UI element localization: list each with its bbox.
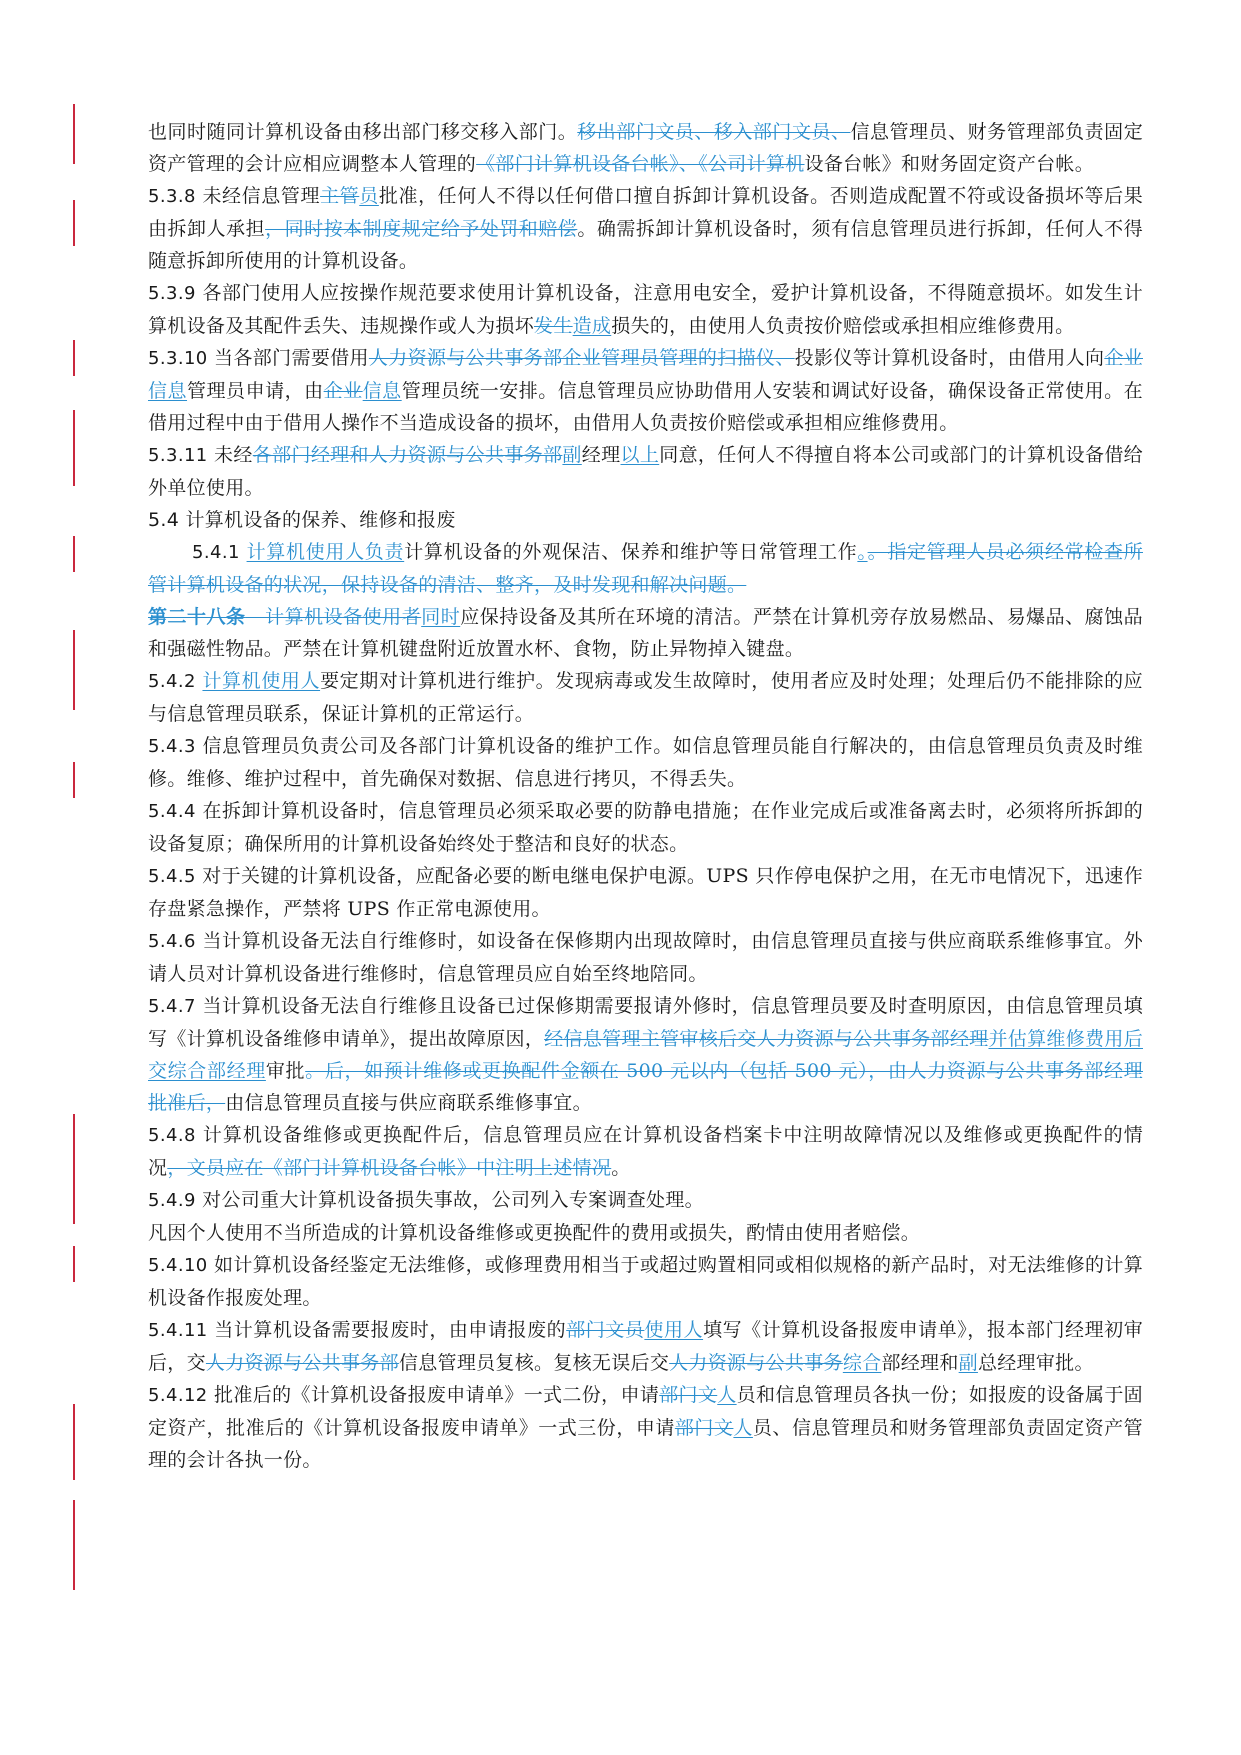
text-run: 部经理和 [881, 1352, 959, 1374]
deleted-text: 经信息管理主管审核后交人力资源与公共事务部经理 [544, 1028, 989, 1050]
text-run: 未经 [207, 444, 253, 466]
inserted-text: 造成 [572, 315, 612, 337]
paragraph [148, 1184, 1143, 1217]
revision-bar [73, 410, 75, 486]
clause-number: 5.3.9 [148, 283, 196, 304]
text-run: 信息管理员负责公司及各部门计算机设备的维护工作。如信息管理员能自行解决的，由信息管理员负责及时维修。维修、维护过程中，首先确保对数据、信息进行拷贝，不得丢失。 [148, 735, 1143, 790]
paragraph [148, 1249, 1143, 1314]
text-run: 也同时随同计算机设备由移出部门移交移入部门。 [148, 121, 578, 143]
paragraph [148, 1217, 1143, 1249]
revision-bar [73, 200, 75, 246]
text-run: 。确需拆卸计算机设备时，须有信息管理员进行拆卸，任何人不得随意拆卸所使用的计算机设备。 [148, 218, 1143, 272]
text-run: 如计算机设备经鉴定无法维修，或修理费用相当于或超过购置相同或相似规格的新产品时，对无法维修的计算机设备作报废处理。 [148, 1254, 1143, 1309]
text-run: 当各部门需要借用 [207, 347, 369, 369]
section-heading [148, 504, 1143, 536]
inserted-text: 人 [717, 1384, 737, 1406]
clause-number: 5.4.7 [148, 996, 196, 1017]
deleted-text: ，同时按本制度规定给予处罚和赔偿 [265, 218, 578, 240]
revision-bar [73, 104, 75, 164]
revision-bar [73, 340, 75, 376]
clause-number: 5.4.6 [148, 931, 196, 952]
deleted-text: 计算机设备使用者 [245, 606, 422, 628]
text-run: 应保持设备及其所在环境的清洁。严禁在计算机旁存放易燃品、易爆品、腐蚀品和强磁性物品。严禁在计算机键盘附近放置水杯、食物，防止异物掉入键盘。 [148, 606, 1143, 660]
deleted-text: 部门文 [674, 1417, 734, 1439]
text-run: 未经信息管理 [195, 185, 321, 207]
paragraph [148, 116, 1143, 180]
deleted-text: 移出部门文员、移入部门文员、 [577, 121, 851, 143]
clause-number: 5.4.10 [148, 1255, 208, 1276]
clause-number: 5.4.1 [192, 542, 240, 563]
paragraph [148, 180, 1143, 277]
inserted-text: 并估算维修费用后交综合部经理 [148, 1028, 1143, 1082]
text-run: 5.4 计算机设备的保养、维修和报废 [148, 509, 456, 531]
text-run: 投影仪等计算机设备时，由借用人向 [794, 347, 1105, 369]
inserted-text: 信息 [148, 380, 188, 402]
paragraph [148, 342, 1143, 439]
text-run: 对公司重大计算机设备损失事故，公司列入专案调查处理。 [195, 1189, 704, 1211]
text-run: 管理员统一安排。信息管理员应协助借用人安装和调试好设备，确保设备正常使用。在借用过程中由于借用人操作不当造成设备的损坏，由借用人负责按价赔偿或承担相应维修费用。 [148, 380, 1143, 434]
text-run: 同意，任何人不得擅自将本公司或部门的计算机设备借给外单位使用。 [148, 444, 1143, 499]
paragraph [148, 277, 1143, 342]
clause-number: 5.4.2 [148, 671, 196, 692]
text-run: 批准后的《计算机设备报废申请单》一式二份，申请 [207, 1384, 660, 1406]
inserted-text: 计算机使用人 [202, 670, 321, 692]
paragraph [148, 439, 1143, 504]
document-body [148, 116, 1143, 1476]
inserted-text: 。 [857, 541, 868, 563]
text-run: 经理 [581, 444, 621, 466]
clause-number: 5.3.10 [148, 348, 208, 369]
text-run: 在拆卸计算机设备时，信息管理员必须采取必要的防静电措施；在作业完成后或准备离去时，必须将所拆卸的设备复原；确保所用的计算机设备始终处于整洁和良好的状态。 [148, 800, 1143, 855]
paragraph [148, 665, 1143, 730]
inserted-text: 综合 [842, 1352, 882, 1374]
revision-bar [73, 762, 75, 798]
inserted-text: 使用人 [644, 1319, 704, 1341]
text-run: 设备台帐》和财务固定资产台帐。 [804, 153, 1095, 175]
inserted-text: 同时 [421, 606, 461, 628]
revision-bar [73, 1500, 75, 1590]
deleted-text: 人力资源与公共事务部 [205, 1352, 399, 1374]
text-run: 总经理审批。 [977, 1352, 1094, 1374]
deleted-text: 人力资源与公共事务 [669, 1352, 843, 1374]
deleted-text: 部门文员 [566, 1319, 645, 1341]
text-run: 各部门使用人应按操作规范要求使用计算机设备，注意用电安全，爱护计算机设备，不得随意损坏。如发生计算机设备及其配件丢失、违规操作或人为损坏 [148, 282, 1143, 337]
deleted-text: 部门文 [659, 1384, 718, 1406]
clause-number: 5.4.12 [148, 1385, 208, 1406]
text-run: 计算机设备的外观保洁、保养和维护等日常管理工作 [404, 541, 858, 563]
text-run: 员和信息管理员各执一份；如报废的设备属于固定资产，批准后的《计算机设备报废申请单》一式三份，申请 [148, 1384, 1143, 1439]
paragraph [148, 601, 1143, 665]
clause-number: 5.4.8 [148, 1125, 196, 1146]
text-run: 批准，任何人不得以任何借口擅自拆卸计算机设备。否则造成配置不符或设备损坏等后果由拆卸人承担 [148, 185, 1143, 240]
text-run: 当计算机设备无法自行维修时，如设备在保修期内出现故障时，由信息管理员直接与供应商联系维修事宜。外请人员对计算机设备进行维修时，信息管理员应自始至终地陪同。 [148, 930, 1143, 985]
clause-number: 5.4.9 [148, 1190, 196, 1211]
text-run: 信息管理员复核。复核无误后交 [398, 1352, 670, 1374]
revision-bar [73, 1404, 75, 1480]
clause-number: 5.4.3 [148, 736, 196, 757]
deleted-text: 各部门经理和人力资源与公共事务部 [252, 444, 563, 466]
revision-bar [73, 630, 75, 710]
deleted-text: 企业 [323, 380, 363, 402]
deleted-text: 主管 [320, 185, 360, 207]
inserted-text: 副 [562, 444, 582, 466]
paragraph [148, 1119, 1143, 1184]
text-run: 要定期对计算机进行维护。发现病毒或发生故障时，使用者应及时处理；处理后仍不能排除的应与信息管理员联系，保证计算机的正常运行。 [148, 670, 1143, 725]
deleted-text: 《部门计算机设备台帐》、《公司计算机 [476, 153, 805, 175]
clause-number: 5.4.11 [148, 1320, 208, 1341]
deleted-text: 。后，如预计维修或更换配件金额在 500 元以内（包括 500 元），由人力资源与公共事务部经理批准后， [148, 1060, 1143, 1114]
text-run: 填写《计算机设备报废申请单》，报本部门经理初审后，交 [148, 1319, 1143, 1374]
inserted-text: 副 [958, 1352, 978, 1374]
inserted-text: 计算机使用人负责 [246, 541, 405, 563]
clause-number: 5.4.5 [148, 866, 196, 887]
paragraph [148, 925, 1143, 990]
text-run: 当计算机设备无法自行维修且设备已过保修期需要报请外修时，信息管理员要及时查明原因，由信息管理员填写《计算机设备维修申请单》，提出故障原因， [148, 995, 1143, 1050]
revision-bar [73, 1246, 75, 1282]
deleted-text: 企业 [1104, 347, 1143, 369]
paragraph [148, 795, 1143, 860]
text-run: 由信息管理员直接与供应商联系维修事宜。 [225, 1092, 592, 1114]
inserted-text: 以上 [620, 444, 660, 466]
deleted-text: 第二十八条 [148, 606, 246, 628]
text-run [240, 541, 247, 563]
text-run: 计算机设备维修或更换配件后，信息管理员应在计算机设备档案卡中注明故障情况以及维修或更换配件的情况 [148, 1124, 1143, 1179]
revision-bar [73, 1114, 75, 1224]
clause-number: 5.3.11 [148, 445, 208, 466]
deleted-text: 。指定管理人员必须经常检查所管计算机设备的状况，保持设备的清洁、整齐，及时发现和解决问题。 [148, 541, 1143, 596]
text-run: 凡因个人使用不当所造成的计算机设备维修或更换配件的费用或损失，酌情由使用者赔偿。 [148, 1222, 921, 1244]
clause-number: 5.4.4 [148, 801, 196, 822]
text-run: 管理员申请，由 [187, 380, 324, 402]
text-run: 当计算机设备需要报废时，由申请报废的 [207, 1319, 567, 1341]
inserted-text: 信息 [362, 380, 402, 402]
text-run: 。 [611, 1157, 631, 1179]
deleted-text: ，文员应在《部门计算机设备台帐》中注明上述情况 [167, 1157, 612, 1179]
deleted-text: 人力资源与公共事务部企业管理员管理的扫描仪、 [368, 347, 795, 369]
deleted-text: 发生 [534, 315, 573, 337]
text-run: 损失的，由使用人负责按价赔偿或承担相应维修费用。 [611, 315, 1075, 337]
clause-number: 5.3.8 [148, 186, 196, 207]
paragraph [148, 990, 1143, 1119]
inserted-text: 员 [359, 185, 379, 207]
text-run: 审批 [265, 1060, 306, 1082]
text-run: 员、信息管理员和财务管理部负责固定资产管理的会计各执一份。 [148, 1417, 1143, 1471]
inserted-text: 人 [733, 1417, 753, 1439]
paragraph [148, 730, 1143, 795]
paragraph [148, 860, 1143, 925]
text-run: 对于关键的计算机设备，应配备必要的断电继电保护电源。UPS 只作停电保护之用，在无市电情况下，迅速作存盘紧急操作，严禁将 UPS 作正常电源使用。 [148, 865, 1143, 920]
paragraph [148, 1379, 1143, 1476]
paragraph [148, 536, 1143, 601]
revision-bar [73, 536, 75, 572]
text-run: 信息管理员、财务管理部负责固定资产管理的会计应相应调整本人管理的 [148, 121, 1143, 175]
paragraph [148, 1314, 1143, 1379]
